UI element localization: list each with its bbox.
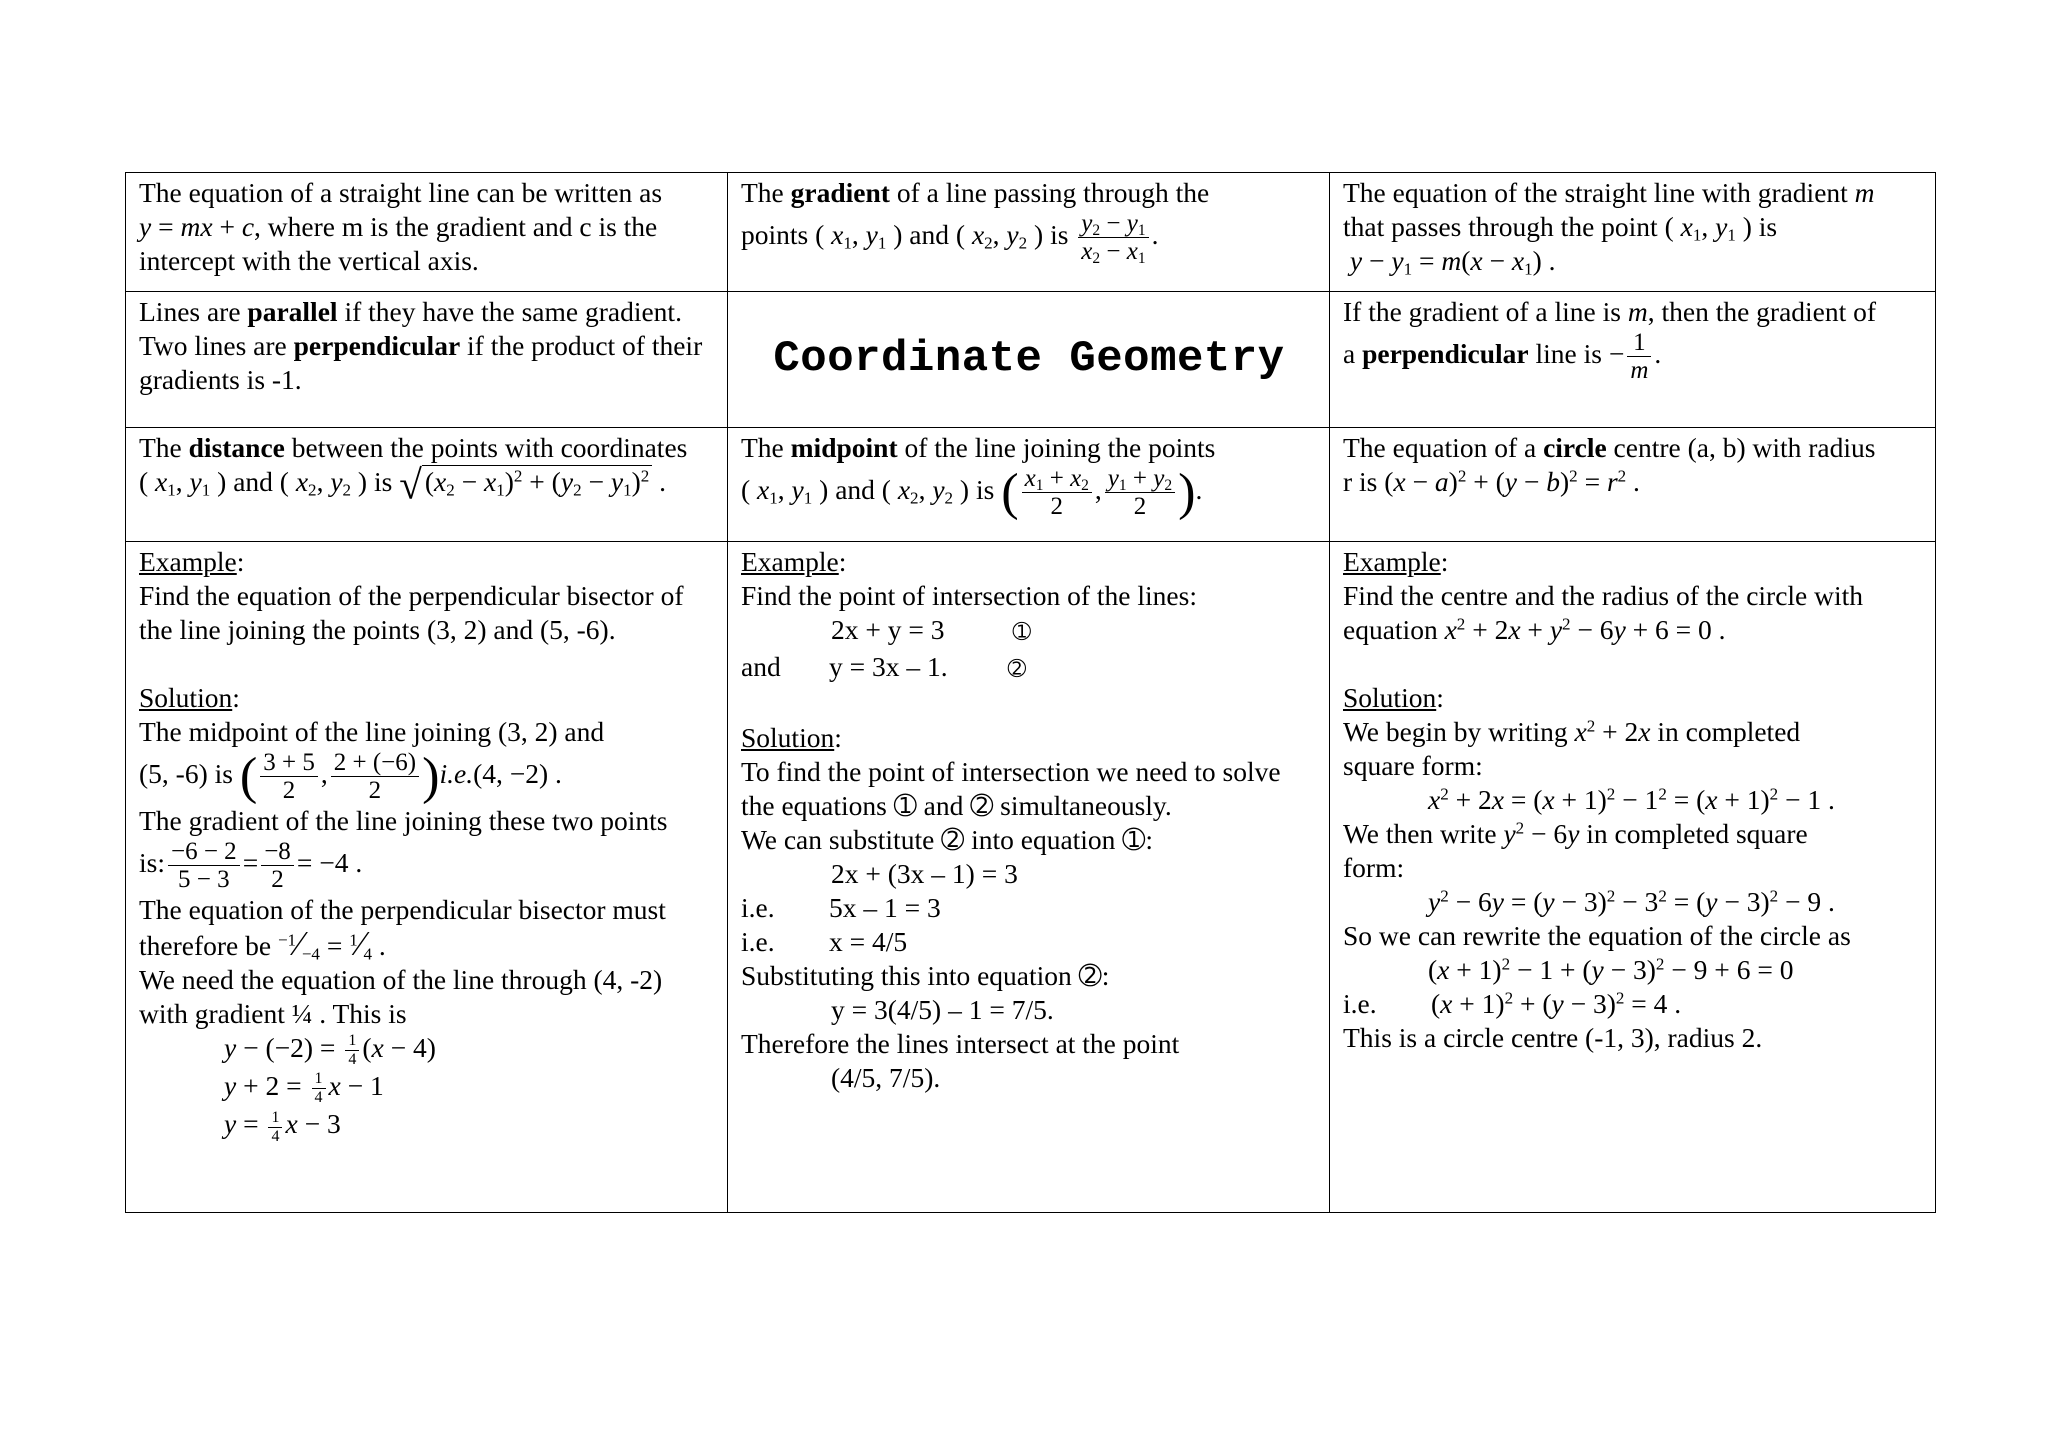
c21-p1-post: if they have the same gradient.: [344, 296, 682, 327]
example-circle-cell: Example: Find the centre and the radius of the circle with equation $x^2 + 2x + y^2 - 6y + 6 = 0$ . Solution: We begin by writing $x^2 + 2x$ in completed square form: $x^2 + 2x = (x + 1)^2 - 1^2 = (x + 1)^2 - 1$ . We then write $y^2 - 6y$ in completed square form: $y^2 - 6y = (y - 3)^2 - 3^2 = (y - 3)^2 - 9$ . So we can rewrite the equation of the circle as $(x + 1)^2 - 1 + (y - 3)^2 - 9 + 6 = 0$ i.e. $(x + 1)^2 + (y - 3)^2 = 4$ . This is a circle centre (-1, 3), radius 2.: [1330, 542, 1936, 1213]
ex2-s2: We can substitute ➁ into equation ➀:: [741, 824, 1153, 855]
ex2-s1: To find the point of intersection we need to solve the equations ➀ and ➁ simultaneously.: [741, 756, 1281, 821]
c31-pre: The: [139, 432, 182, 463]
ex1-gradient-calc: $\frac{-6 - 2}{5 - 3}$ = $\frac{-8}{2}$ = −4 .: [165, 847, 362, 878]
ex2-question: Find the point of intersection of the lines:: [741, 580, 1197, 611]
c12-post: of a line passing through the: [896, 177, 1210, 208]
ie-label: i.e.: [741, 926, 775, 957]
ex3-y-completed: $y^2 - 6y = (y - 3)^2 - 3^2 = (y - 3)^2 - 9$ .: [1428, 886, 1835, 917]
gradient-fraction: $\frac{y_2 - y_1}{x_2 - x_1}$: [1078, 210, 1148, 265]
ex3-s2b: in completed square: [1586, 818, 1808, 849]
c23-line1-post: , then the gradient of: [1647, 296, 1877, 327]
point1-formula: ( $x_1$, $y_1$ ): [741, 473, 829, 508]
ex1-line-eq-3: y = $\frac{1}{4}$ x − 3: [224, 1108, 341, 1145]
example-intersection-cell: Example: Find the point of intersection of the lines: 2x + y = 3 ➀ and y = 3x – 1. ➁ Solution: To find the point of intersection we need to solve the equations ➀ and ➁ simultaneously. We can substitute ➁ into equation ➀: 2x + (3x – 1) = 3 i.e. 5x – 1 = 3 i.e. x = 4/5 Substituting this into equation ➁: y = 3(4/5) – 1 = 7/5. Therefore the lines intersect at the point (4/5, 7/5).: [728, 542, 1330, 1213]
c21-p2-pre: Two lines are: [139, 330, 287, 361]
ex3-circle-equation: $x^2 + 2x + y^2 - 6y + 6 = 0$ .: [1444, 614, 1726, 645]
ex3-final-equation: $(x + 1)^2 + (y - 3)^2 = 4$ .: [1431, 988, 1682, 1019]
example-heading: Example: [741, 546, 839, 577]
ex1-perp-gradient: $^{-1}⁄_{-4}$ = $^1⁄_4$ .: [277, 925, 386, 964]
ex3-rewritten: $(x + 1)^2 - 1 + (y - 3)^2 - 9 + 6 = 0$: [1428, 954, 1794, 985]
c23-line2-bold: perpendicular: [1362, 337, 1529, 369]
formula-sheet: [125, 172, 1935, 1204]
ex3-x-terms: $x^2 + 2x$: [1574, 716, 1651, 747]
c32-pre: The: [741, 432, 784, 463]
ex2-w5: (4/5, 7/5).: [831, 1062, 941, 1093]
solution-heading: Solution: [139, 682, 233, 713]
equation-2-marker: ➁: [1007, 657, 1027, 682]
c21-p2-bold: perpendicular: [293, 330, 461, 361]
ex1-s1: The midpoint of the line joining (3, 2) and: [139, 716, 605, 747]
distance-formula: √ $(x_2 - x_1)^2 + (y_2 - y_1)^2$: [399, 465, 652, 502]
c23-line1-pre: If the gradient of a line is: [1343, 296, 1621, 327]
ex3-s1: We begin by writing: [1343, 716, 1568, 747]
solution-heading: Solution: [1343, 682, 1437, 713]
ex3-question-b: equation: [1343, 614, 1438, 645]
c33-line2: r is: [1343, 466, 1378, 497]
ex1-s2b: is:: [139, 846, 165, 878]
point-gradient-formula: $y - y_1 = m(x - x_1)$ .: [1349, 245, 1556, 279]
ex3-s2: We then write: [1343, 818, 1497, 849]
c11-line2: , where m is the gradient and c is the: [254, 211, 658, 242]
c31-post: between the points with coordinates: [291, 432, 688, 463]
distance-formula-cell: The distance between the points with coordinates ( $x_1$, $y_1$ ) and ( $x_2$, $y_2$ ) is √ $(x_2 - x_1)^2 + (y_2 - y_1)^2$ .: [126, 428, 728, 542]
c11-line3: intercept with the vertical axis.: [139, 245, 479, 276]
c21-p1-bold: parallel: [247, 296, 338, 327]
example-heading: Example: [139, 546, 237, 577]
circle-equation-cell: [1330, 428, 1936, 542]
ie-label: i.e.: [1343, 988, 1377, 1019]
c12-points: points: [741, 218, 809, 250]
and-label: and: [835, 473, 875, 505]
is-label: is: [975, 473, 995, 505]
ex1-s4: We need the equation of the line through (4, -2): [139, 964, 663, 995]
c13-line1: The equation of the straight line with gradient: [1343, 177, 1848, 208]
gradient-formula-cell: The gradient of a line passing through the points ( $x_1$, $y_1$ ) and ( $x_2$, $y_2$ ) is $\frac{y_2 - y_1}{x_2 - x_1}$ .: [728, 173, 1330, 292]
c32-post: of the line joining the points: [904, 432, 1216, 463]
and-label: and: [909, 218, 950, 250]
ex1-s3b: therefore be: [139, 930, 272, 961]
ex2-w1: 2x + (3x – 1) = 3: [831, 858, 1018, 889]
point1-formula: ( $x_1$, $y_1$ ): [139, 466, 227, 500]
title-cell: [728, 292, 1330, 428]
parallel-perpendicular-cell: [126, 292, 728, 428]
ex2-w3: x = 4/5: [829, 926, 908, 957]
ex1-s1b: (5, -6) is: [139, 757, 233, 789]
point1-formula: ( $x_1$, $y_1$ ): [1664, 211, 1752, 245]
ex2-s3: Substituting this into equation ➁:: [741, 960, 1110, 991]
ex3-s4: This is a circle centre (-1, 3), radius 2.: [1343, 1022, 1763, 1053]
ex1-line-eq-1: y − (−2) = $\frac{1}{4}$ (x − 4): [224, 1032, 436, 1069]
ex3-s3: So we can rewrite the equation of the circle as: [1343, 920, 1851, 951]
ex3-s1b: in completed: [1657, 716, 1801, 747]
example-heading: Example: [1343, 546, 1441, 577]
ex2-w2: 5x – 1 = 3: [829, 892, 941, 923]
point2-formula: ( $x_2$, $y_2$ ): [881, 473, 970, 508]
ex1-line-eq-2: y + 2 = $\frac{1}{4}$ x − 1: [224, 1070, 384, 1107]
straight-line-equation-cell: [126, 173, 728, 292]
perpendicular-gradient-cell: If the gradient of a line is m, then the gradient of a perpendicular line is − $\frac{1}{m}$ .: [1330, 292, 1936, 428]
page-title: Coordinate Geometry: [773, 334, 1285, 384]
and-label: and: [233, 466, 273, 497]
solution-heading: Solution: [741, 722, 835, 753]
ex2-eq2: y = 3x – 1.: [829, 651, 948, 682]
ex1-midpoint-formula: ( $\frac{3 + 5}{2}$ , $\frac{2 + (-6)}{2}$ )i.e.(4, −2) .: [239, 746, 562, 805]
negative-reciprocal-formula: − $\frac{1}{m}$ .: [1608, 329, 1662, 384]
point2-formula: ( $x_2$, $y_2$ ): [279, 466, 368, 500]
point1-formula: ( $x_1$, $y_1$ ): [815, 218, 903, 253]
point-gradient-equation-cell: The equation of the straight line with gradient m that passes through the point ( $x_1$, $y_1$ ) is $y - y_1 = m(x - x_1)$ .: [1330, 173, 1936, 292]
c33-post: centre (a, b) with radius: [1613, 432, 1876, 463]
midpoint-formula: ( $\frac{x_1 + x_2}{2}$ , $\frac{y_1 + y_2}{2}$ ).: [1001, 462, 1203, 521]
ie-label: i.e.: [741, 892, 775, 923]
and-label: and: [741, 651, 781, 682]
ex2-w4: y = 3(4/5) – 1 = 7/5.: [831, 994, 1054, 1025]
c23-line2-pre: a: [1343, 337, 1356, 369]
is-label: is: [1050, 218, 1069, 250]
is-label: is: [1758, 211, 1778, 242]
is-label: is: [373, 466, 393, 497]
c12-bold: gradient: [790, 177, 890, 208]
ex3-y-terms: $y^2 - 6y$: [1503, 818, 1580, 849]
c21-p2-post: if the product of their gradients is -1.: [139, 330, 703, 395]
ex3-x-completed: $x^2 + 2x = (x + 1)^2 - 1^2 = (x + 1)^2 - 1$ .: [1428, 784, 1835, 815]
c13-line2: that passes through the point: [1343, 211, 1658, 242]
ex1-s4b: with gradient ¼ . This is: [139, 998, 407, 1029]
c32-bold: midpoint: [790, 432, 898, 463]
ex2-eq1: 2x + y = 3: [831, 614, 945, 645]
y-mx-c-formula: y = mx + c: [139, 211, 255, 242]
circle-formula: $(x - a)^2 + (y - b)^2 = r^2$ .: [1384, 466, 1640, 497]
c12-pre: The: [741, 177, 784, 208]
c31-bold: distance: [188, 432, 285, 463]
c11-line1: The equation of a straight line can be written as: [139, 177, 663, 208]
equation-1-marker: ➀: [1012, 620, 1031, 645]
ex1-s3: The equation of the perpendicular bisector must: [139, 894, 666, 925]
ex3-s2c: form:: [1343, 852, 1405, 883]
ex1-s2: The gradient of the line joining these two points: [139, 805, 668, 836]
c33-pre: The equation of a: [1343, 432, 1537, 463]
point2-formula: ( $x_2$, $y_2$ ): [955, 218, 1044, 253]
midpoint-formula-cell: [728, 428, 1330, 542]
example-perpendicular-bisector-cell: Example: Find the equation of the perpendicular bisector of the line joining the points (3, 2) and (5, -6). Solution: The midpoint of the line joining (3, 2) and (5, -6) is ( $\frac{3 + 5}{2}$ , $\frac{2 + (-6)}{2}$ )i.e.(4, −2) . The gradient of the line joining these two points is: $\frac{-6 - 2}{5 - 3}$ = $\frac{-8}{2}$ = −4 . The equation of the perpendicular bisector must therefore be $^{-1}⁄_{-4}$ = $^1⁄_4$ . We need the equation of the line through (4, -2) with gradient ¼ . This is y − (−2) = $\frac{1}{4}$ (x − 4) y + 2 = $\frac{1}{4}$ x − 1 y = $\frac{1}{4}$ x − 3: [126, 542, 728, 1213]
formula-grid: [125, 172, 1936, 1213]
ex1-question: Find the equation of the perpendicular bisector of the line joining the points (3, 2) and (5, -6).: [139, 580, 684, 645]
c21-p1-pre: Lines are: [139, 296, 241, 327]
ex2-s4: Therefore the lines intersect at the point: [741, 1028, 1180, 1059]
c23-line2-post: line is: [1535, 337, 1602, 369]
ex3-question-a: Find the centre and the radius of the circle with: [1343, 580, 1864, 611]
c33-bold: circle: [1543, 432, 1607, 463]
ex3-s1c: square form:: [1343, 750, 1483, 781]
